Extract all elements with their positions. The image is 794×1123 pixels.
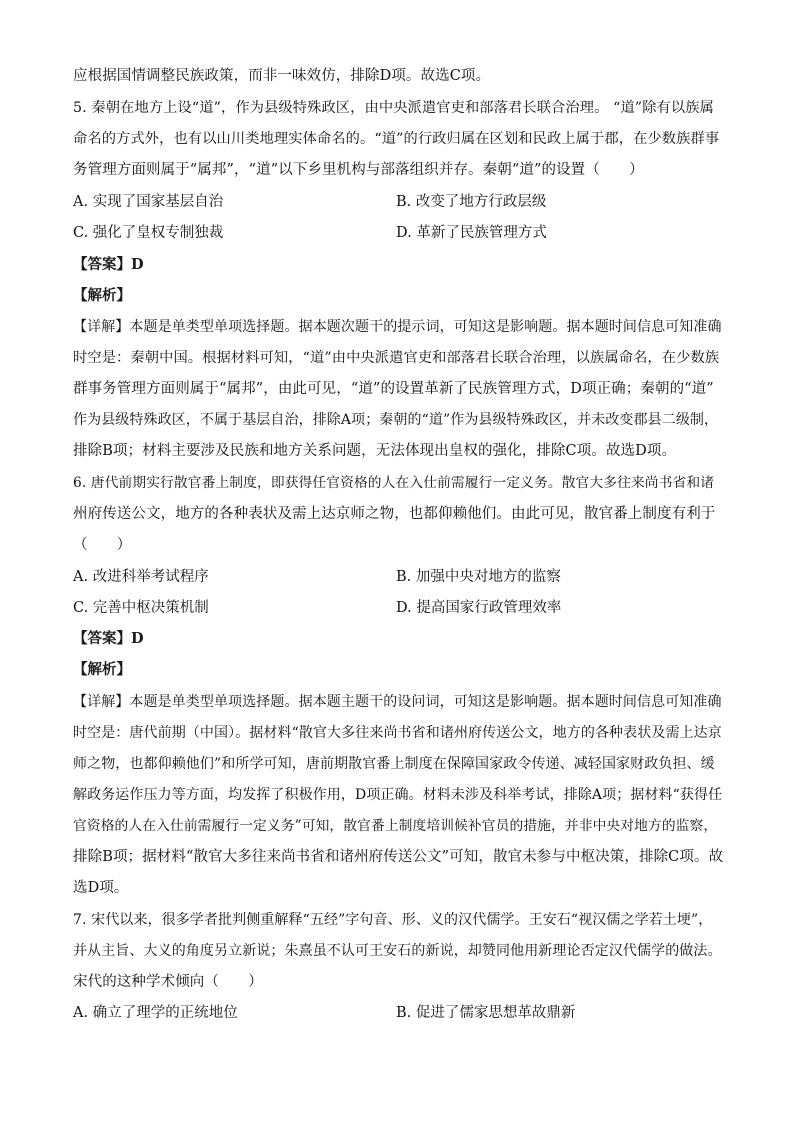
q6-detail-line: 师之物，也都仰赖他们”和所学可知，唐前期散官番上制度在保障国家政令传递、减轻国家财政负担、缓 [73,756,715,772]
q5-analysis-heading: 【解析】 [73,287,131,304]
q5-answer: 【答案】D [73,256,144,273]
q6-detail-line: 官资格的人在入仕前需履行一定义务”可知，散官番上制度培训候补官员的措施，并非中央对地方的监察， [73,818,718,834]
question-7-stem-line: 并从主旨、大义的角度另立新说；朱熹虽不认可王安石的新说，却赞同他用新理论否定汉代儒学的做法。 [73,943,722,959]
question-5-stem-line: 5. 秦朝在地方上设“道”，作为县级特殊政区，由中央派遣官吏和部落君长联合治理。 “道”除有以族属 [73,100,714,116]
q6-option-a: A. 改进科举考试程序 [73,569,209,585]
q5-option-b: B. 改变了地方行政层级 [396,194,547,210]
q7-option-b: B. 促进了儒家思想革故鼎新 [396,1005,576,1021]
q5-option-a: A. 实现了国家基层自治 [73,194,224,210]
q6-detail-line: 【详解】本题是单类型单项选择题。据本题主题干的设问词，可知这是影响题。据本题时间信息可知准确 [73,694,722,710]
q5-detail-line: 时空是：秦朝中国。根据材料可知，“道”由中央派遣官吏和部落君长联合治理，以族属命名，在少数族 [73,350,720,366]
question-6-stem-line: 6. 唐代前期实行散官番上制度，即获得任官资格的人在入仕前需履行一定义务。散官大多往来尚书省和诸 [73,475,715,491]
q6-detail-line: 排除B项；据材料“散官大多往来尚书省和诸州府传送公文”可知，散官未参与中枢决策，排除C项。故 [73,849,724,865]
q6-option-b: B. 加强中央对地方的监察 [396,569,561,585]
question-7-stem-line: 宋代的这种学术倾向（ ） [73,974,263,990]
text-line: 应根据国情调整民族政策，而非一味效仿，排除D项。故选C项。 [73,68,491,84]
q6-option-c: C. 完善中枢决策机制 [73,600,209,616]
q6-option-d: D. 提高国家行政管理效率 [396,600,562,616]
q6-detail-line: 时空是：唐代前期（中国）。据材料“散官大多往来尚书省和诸州府传送公文，地方的各种表状及需上达京 [73,725,722,741]
q5-option-c: C. 强化了皇权专制独裁 [73,225,224,241]
question-5-stem-line: 务管理方面则属于“属邦”，“道”以下乡里机构与部落组织并存。秦朝“道”的设置（ ） [73,162,644,178]
q6-detail-line: 解政务运作压力等方面，均发挥了积极作用，D项正确。材料未涉及科举考试，排除A项；据材料“获得任 [73,787,723,803]
question-7-stem-line: 7. 宋代以来，很多学者批判侧重解释“五经”字句音、形、义的汉代儒学。王安石“视汉儒之学若土埂”， [73,912,713,928]
question-5-stem-line: 命名的方式外，也有以山川类地理实体命名的。“道”的行政归属在区划和民政上属于郡，在少数族群事 [73,131,720,147]
q5-detail-line: 作为县级特殊政区，不属于基层自治，排除A项；秦朝的“道”作为县级特殊政区，并未改变郡县二级制， [73,412,719,428]
q5-detail-line: 群事务管理方面则属于“属邦”，由此可见，“道”的设置革新了民族管理方式，D项正确；秦朝的“道” [73,381,714,397]
q6-answer: 【答案】D [73,630,144,647]
q5-detail-line: 【详解】本题是单类型单项选择题。据本题次题干的提示词，可知这是影响题。据本题时间信息可知准确 [73,319,722,335]
q5-detail-line: 排除B项；材料主要涉及民族和地方关系问题，无法体现出皇权的强化，排除C项。故选D项。 [73,443,677,459]
question-6-stem-line: 州府传送公文，地方的各种表状及需上达京师之物，也都仰赖他们。由此可见，散官番上制度有利于 [73,506,716,522]
q6-analysis-heading: 【解析】 [73,661,131,678]
q6-detail-line: 选D项。 [73,880,129,896]
q5-option-d: D. 革新了民族管理方式 [396,225,547,241]
q7-option-a: A. 确立了理学的正统地位 [73,1005,238,1021]
question-6-stem-line: （ ） [73,537,132,553]
